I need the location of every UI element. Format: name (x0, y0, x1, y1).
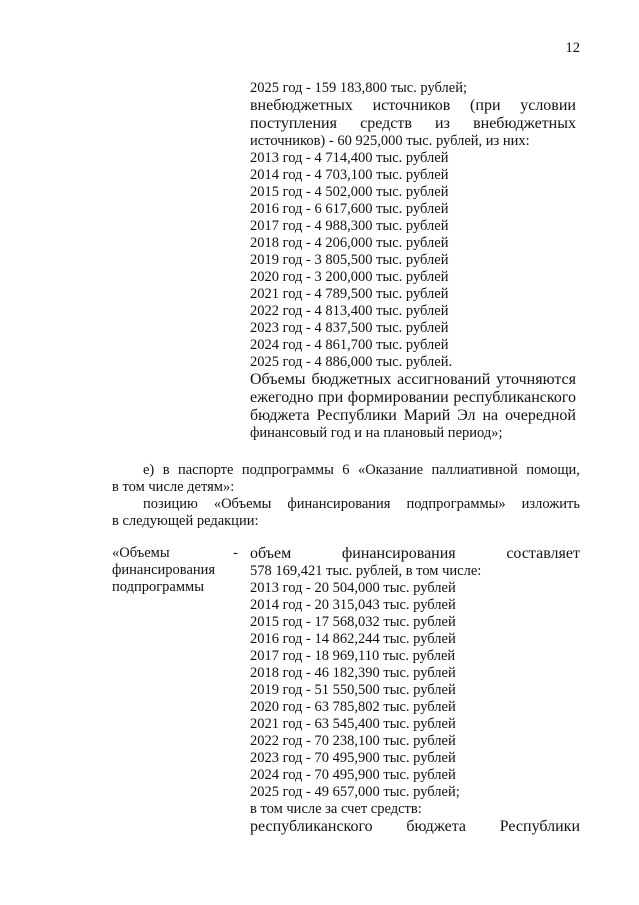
year-line: 2025 год - 159 183,800 тыс. рублей; (250, 80, 467, 96)
justified-line (250, 389, 576, 407)
paragraph-e-line3 (143, 496, 580, 513)
label-word: подпрограммы (112, 579, 204, 595)
year-line: 2019 год - 51 550,500 тыс. рублей (250, 682, 456, 698)
word: поступления (250, 115, 337, 132)
label-word: «Объемы (112, 545, 170, 561)
year-line: 2017 год - 18 969,110 тыс. рублей (250, 648, 456, 664)
word: условии (520, 97, 576, 114)
text-line: источников) - 60 925,000 тыс. рублей, из них: (250, 133, 530, 149)
year-line: 2015 год - 17 568,032 тыс. рублей (250, 614, 456, 630)
word: бюджетных (311, 371, 392, 388)
word: объем (250, 545, 292, 562)
word: подпрограммы» (406, 496, 506, 512)
word: изложить (521, 496, 580, 512)
year-line: 2023 год - 70 495,900 тыс. рублей (250, 750, 456, 766)
year-line: 2015 год - 4 502,000 тыс. рублей (250, 184, 449, 200)
year-line: 2024 год - 4 861,700 тыс. рублей (250, 337, 449, 353)
word: ежегодно (250, 389, 314, 406)
paragraph-e-line2: в том числе детям»: (112, 479, 235, 495)
word: республиканского (250, 818, 373, 835)
word: при (318, 389, 344, 406)
justified-line (250, 97, 576, 115)
word: составляет (506, 545, 580, 562)
word: источников (372, 97, 451, 114)
word: финансирования (341, 545, 456, 562)
paragraph-e-line4: в следующей редакции: (112, 513, 259, 529)
word: в (162, 462, 170, 478)
word: очередной (505, 407, 576, 424)
word: (при (470, 97, 501, 114)
justified-line (250, 115, 576, 133)
year-line: 2021 год - 4 789,500 тыс. рублей (250, 286, 449, 302)
word: бюджета (250, 407, 310, 424)
year-line: 2019 год - 3 805,500 тыс. рублей (250, 252, 449, 268)
word: паллиативной (431, 462, 518, 478)
total-line: 578 169,421 тыс. рублей, в том числе: (250, 563, 482, 579)
year-line: 2020 год - 3 200,000 тыс. рублей (250, 269, 449, 285)
word: подпрограммы (241, 462, 334, 478)
word: «Оказание (357, 462, 424, 478)
page-number: 12 (565, 40, 580, 56)
year-line: 2018 год - 4 206,000 тыс. рублей (250, 235, 449, 251)
word: уточняются (496, 371, 576, 388)
year-line: 2014 год - 20 315,043 тыс. рублей (250, 597, 456, 613)
word: Республики (316, 407, 397, 424)
year-line: 2013 год - 4 714,400 тыс. рублей (250, 150, 449, 166)
word: внебюджетных (250, 97, 353, 114)
word: средств (360, 115, 412, 132)
justified-line (250, 371, 576, 389)
text-line: финансовый год и на плановый период»; (250, 425, 503, 441)
year-line: 2023 год - 4 837,500 тыс. рублей (250, 320, 449, 336)
word: Объемы (250, 371, 306, 388)
word: внебюджетных (473, 115, 576, 132)
word: формировании (347, 389, 449, 406)
justified-line (250, 545, 580, 563)
paragraph-e-line1 (143, 462, 580, 479)
word: ассигнований (397, 371, 491, 388)
word: из (435, 115, 450, 132)
word: финансирования (287, 496, 391, 512)
year-line: 2017 год - 4 988,300 тыс. рублей (250, 218, 449, 234)
year-line: 2025 год - 49 657,000 тыс. рублей; (250, 784, 460, 800)
word: республиканского (453, 389, 576, 406)
position-label (112, 545, 238, 596)
word: Эл (457, 407, 476, 424)
funding-block-top (250, 80, 576, 442)
word: Марий (403, 407, 451, 424)
word: помощи, (526, 462, 580, 478)
year-line: 2014 год - 4 703,100 тыс. рублей (250, 167, 449, 183)
year-line: 2013 год - 20 504,000 тыс. рублей (250, 580, 456, 596)
word: е) (143, 462, 155, 478)
word: позицию (143, 496, 198, 512)
year-line: 2020 год - 63 785,802 тыс. рублей (250, 699, 456, 715)
label-word: финансирования (112, 562, 216, 578)
word: «Объемы (213, 496, 272, 512)
funding-block-bottom (250, 545, 580, 836)
justified-line (250, 818, 580, 836)
word: 6 (342, 462, 350, 478)
word: Республики (499, 818, 580, 835)
year-line: 2022 год - 4 813,400 тыс. рублей (250, 303, 449, 319)
word: бюджета (406, 818, 467, 835)
year-line: 2018 год - 46 182,390 тыс. рублей (250, 665, 456, 681)
word: на (482, 407, 499, 424)
text-line: в том числе за счет средств: (250, 801, 422, 817)
label-dash: - (233, 545, 238, 561)
year-line: 2025 год - 4 886,000 тыс. рублей. (250, 354, 453, 370)
year-line: 2016 год - 14 862,244 тыс. рублей (250, 631, 456, 647)
year-line: 2016 год - 6 617,600 тыс. рублей (250, 201, 449, 217)
year-line: 2024 год - 70 495,900 тыс. рублей (250, 767, 456, 783)
year-line: 2022 год - 70 238,100 тыс. рублей (250, 733, 456, 749)
year-line: 2021 год - 63 545,400 тыс. рублей (250, 716, 456, 732)
word: паспорте (177, 462, 234, 478)
justified-line (250, 407, 576, 425)
